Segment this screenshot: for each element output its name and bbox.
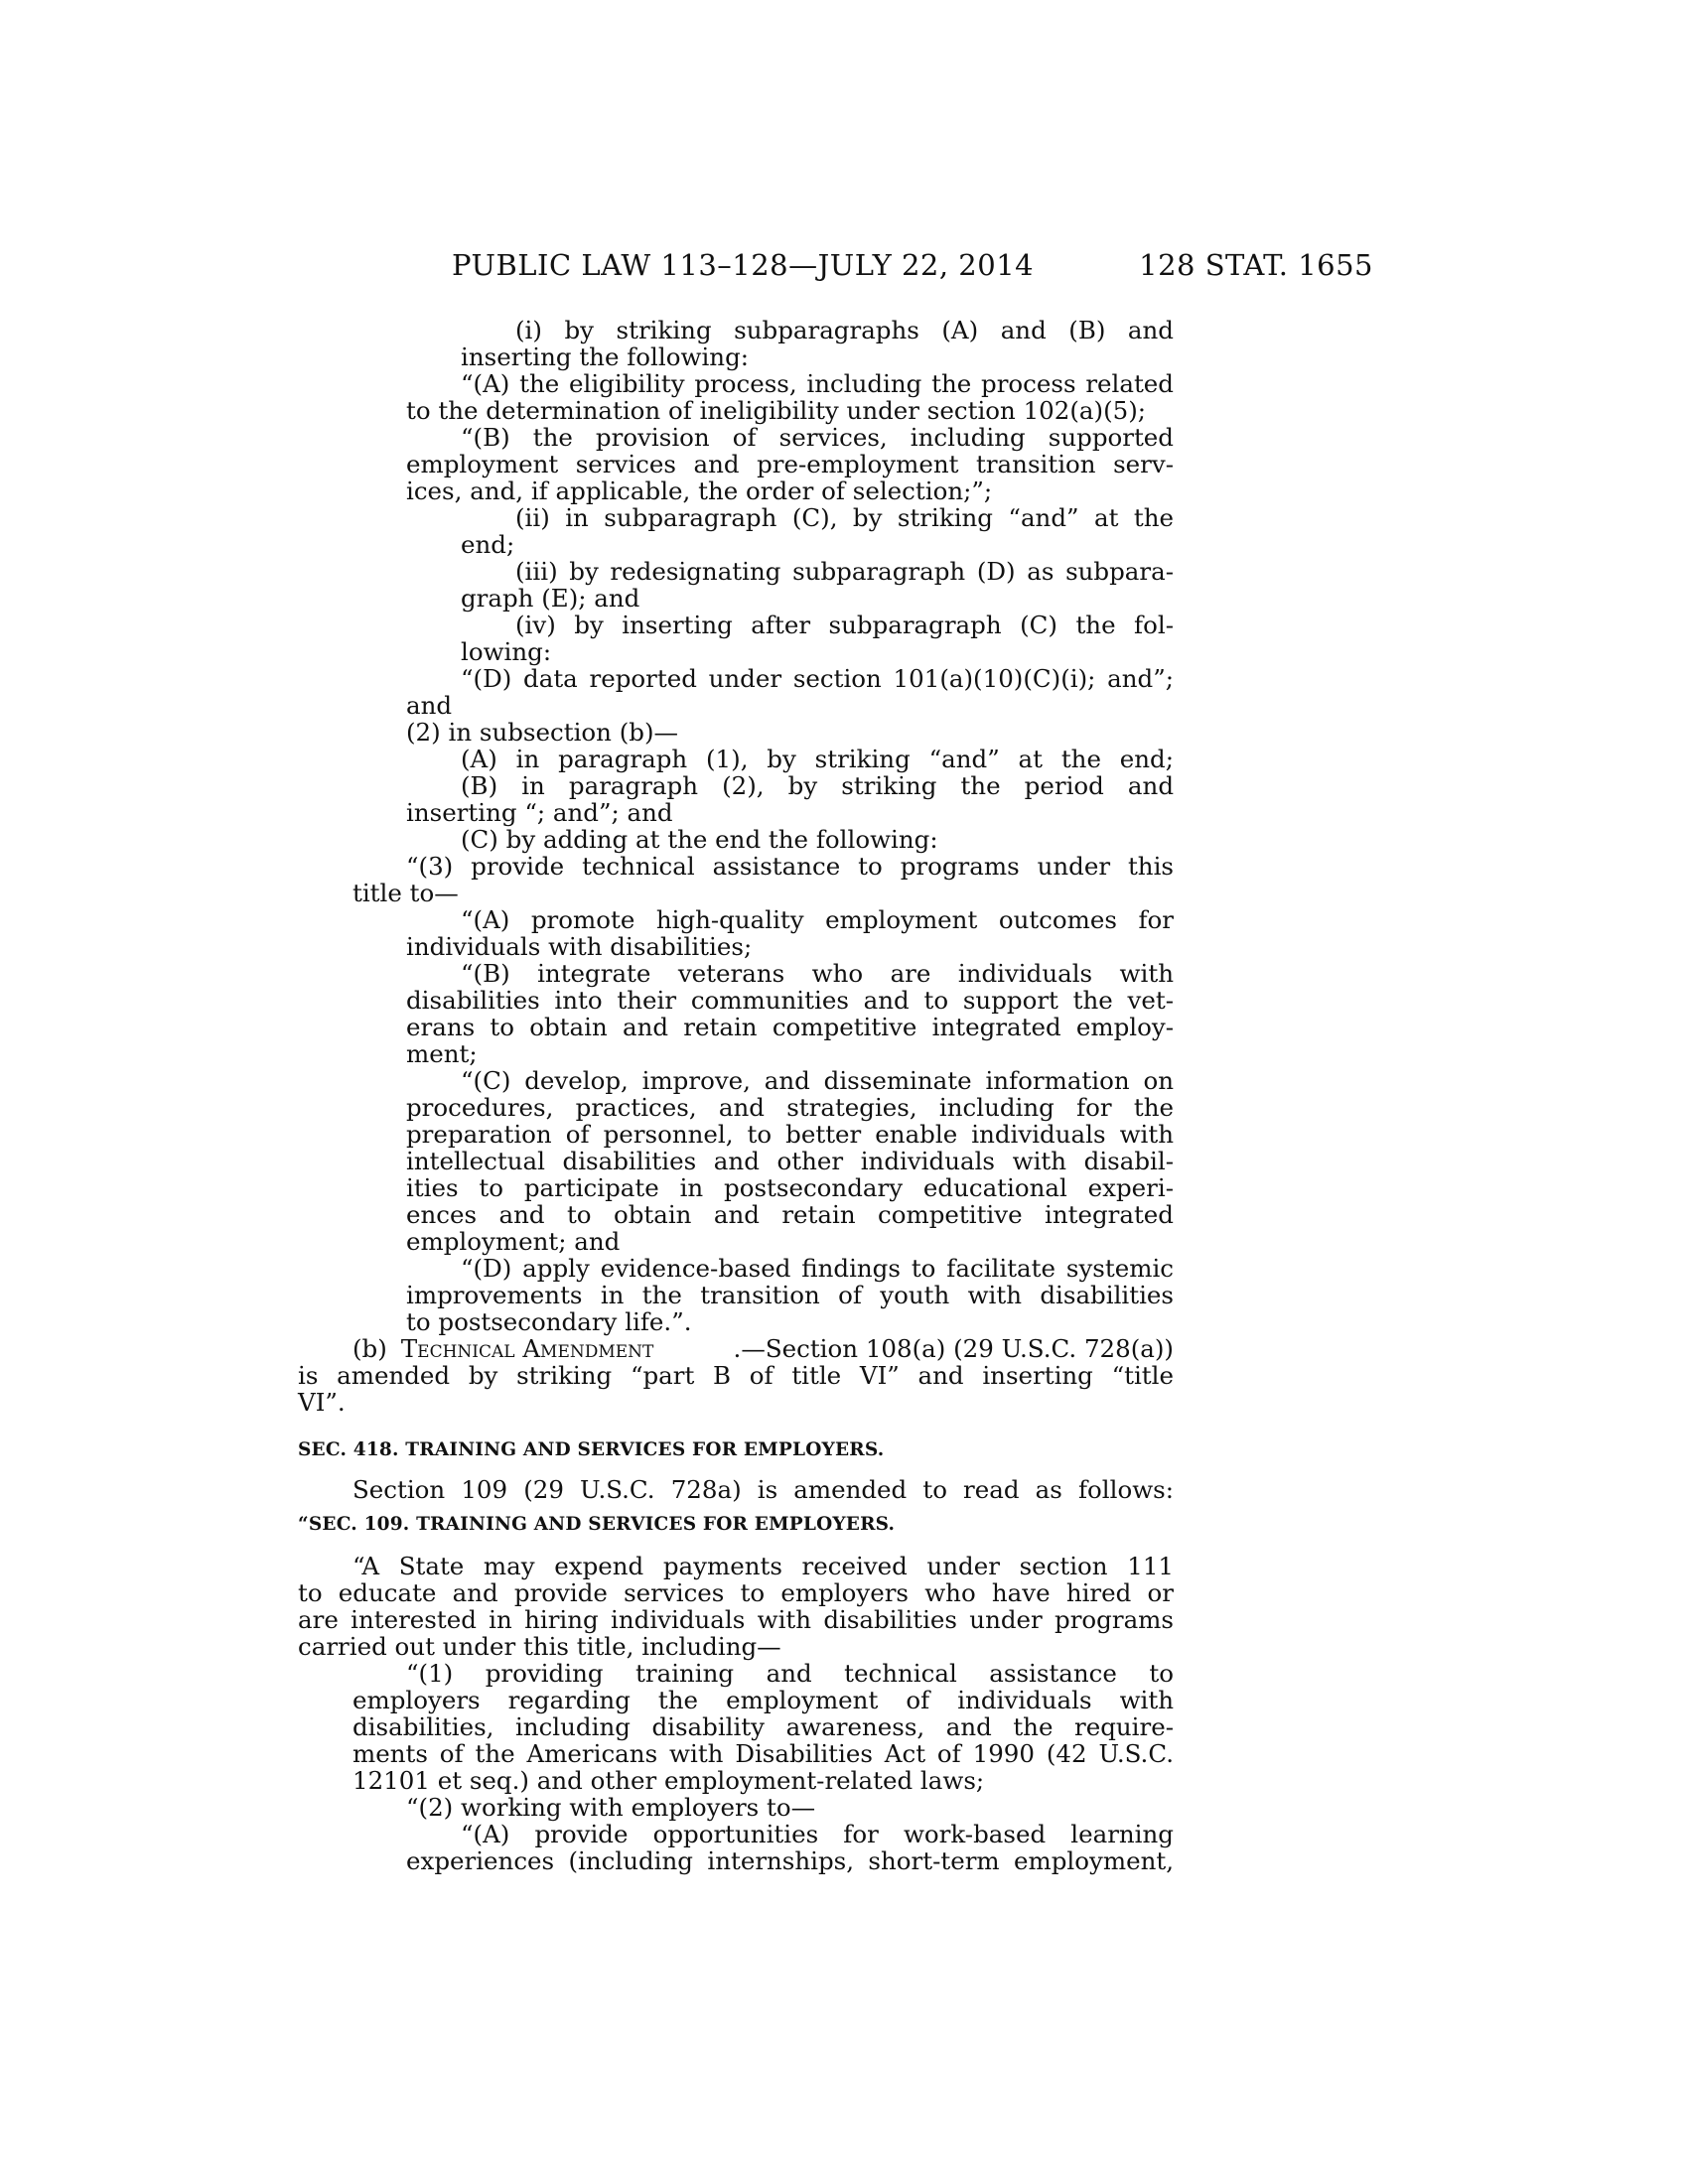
text-line: are interested in hiring individuals with disabilities under programs [298,1606,1174,1634]
text-line: disabilities, including disability awareness, and the require- [352,1713,1174,1741]
text-line: “(1) providing training and technical assistance to [406,1660,1174,1688]
text-line: is amended by striking “part B of title VI” and inserting “title [298,1362,1174,1390]
text-line: “(A) provide opportunities for work-based learning [461,1821,1174,1848]
text-line: to educate and provide services to employers who have hired or [298,1579,1174,1607]
text-line: (iv) by inserting after subparagraph (C) the fol- [515,612,1174,639]
text-line: to postsecondary life.”. [406,1307,692,1336]
page-header [452,248,1373,288]
text-line: lowing: [461,637,552,666]
text-line: disabilities into their communities and to support the vet- [406,987,1174,1015]
text-line: (B) in paragraph (2), by striking the period and [461,772,1174,800]
text-line: and [406,691,453,720]
text-line: (C) by adding at the end the following: [461,825,938,854]
text-line: ences and to obtain and retain competitive integrated [406,1201,1174,1229]
text-line: “(A) the eligibility process, including the process related [461,370,1174,398]
text-line: erans to obtain and retain competitive integrated employ- [406,1014,1174,1041]
text-line: “(3) provide technical assistance to programs under this [406,853,1174,881]
section-heading: “SEC. 109. TRAINING AND SERVICES FOR EMPLOYERS. [298,1514,896,1535]
text-line: experiences (including internships, short-term employment, [406,1847,1174,1875]
text-line: ment; [406,1039,478,1068]
text-line: “(C) develop, improve, and disseminate information on [461,1067,1174,1095]
text-line: intellectual disabilities and other individuals with disabil- [406,1148,1174,1175]
text-line: “(2) working with employers to— [406,1793,816,1822]
text-line: title to— [352,879,459,907]
text-line: ices, and, if applicable, the order of selection;”; [406,477,993,505]
text-line: “(D) apply evidence-based findings to facilitate systemic [461,1255,1174,1283]
text-line: inserting “; and”; and [406,798,673,827]
text-line: employers regarding the employment of individuals with [352,1687,1174,1714]
text-line: graph (E); and [461,584,640,613]
text-line: carried out under this title, including— [298,1632,781,1661]
subsection-label: (b) [352,1334,387,1363]
text-line: (i) by striking subparagraphs (A) and (B) and [515,317,1174,344]
text-line: individuals with disabilities; [406,932,753,961]
text-line: VI”. [298,1388,346,1417]
text-line: “A State may expend payments received under section 111 [352,1553,1174,1580]
text-line: “(B) integrate veterans who are individuals with [461,960,1174,988]
text-line: (2) in subsection (b)— [406,718,679,747]
technical-amendment-heading: Technical Amendment [400,1334,654,1363]
text-line: (iii) by redesignating subparagraph (D) as subpara- [515,558,1174,586]
text-line: (A) in paragraph (1), by striking “and” at the end; [461,746,1174,773]
text-line: employment services and pre-employment transition serv- [406,451,1174,478]
text-segment: .—Section 108(a) (29 U.S.C. 728(a)) [733,1334,1174,1363]
text-line: inserting the following: [461,342,750,371]
text-line: (ii) in subparagraph (C), by striking “and” at the [515,504,1174,532]
text-line: “(B) the provision of services, including supported [461,424,1174,452]
section-heading: SEC. 418. TRAINING AND SERVICES FOR EMPLOYERS. [298,1439,885,1460]
text-line: 12101 et seq.) and other employment-related laws; [352,1766,985,1795]
text-line: to the determination of ineligibility under section 102(a)(5); [406,396,1147,425]
text-line: preparation of personnel, to better enable individuals with [406,1121,1174,1149]
text-line: improvements in the transition of youth with disabilities [406,1282,1174,1309]
statute-page-reference: 128 STAT. 1655 [1139,248,1373,282]
text-line: Section 109 (29 U.S.C. 728a) is amended to read as follows: [352,1476,1174,1504]
text-line: “(A) promote high-quality employment outcomes for [461,906,1174,934]
text-line: procedures, practices, and strategies, including for the [406,1094,1174,1122]
text-line: “(D) data reported under section 101(a)(10)(C)(i); and”; [461,665,1174,693]
text-line: employment; and [406,1227,621,1256]
text-line: end; [461,530,515,559]
text-line: ities to participate in postsecondary educational experi- [406,1174,1174,1202]
running-title: PUBLIC LAW 113–128—JULY 22, 2014 [452,248,1035,282]
text-line-technical-amendment [352,1335,1174,1363]
text-line: ments of the Americans with Disabilities Act of 1990 (42 U.S.C. [352,1740,1174,1768]
